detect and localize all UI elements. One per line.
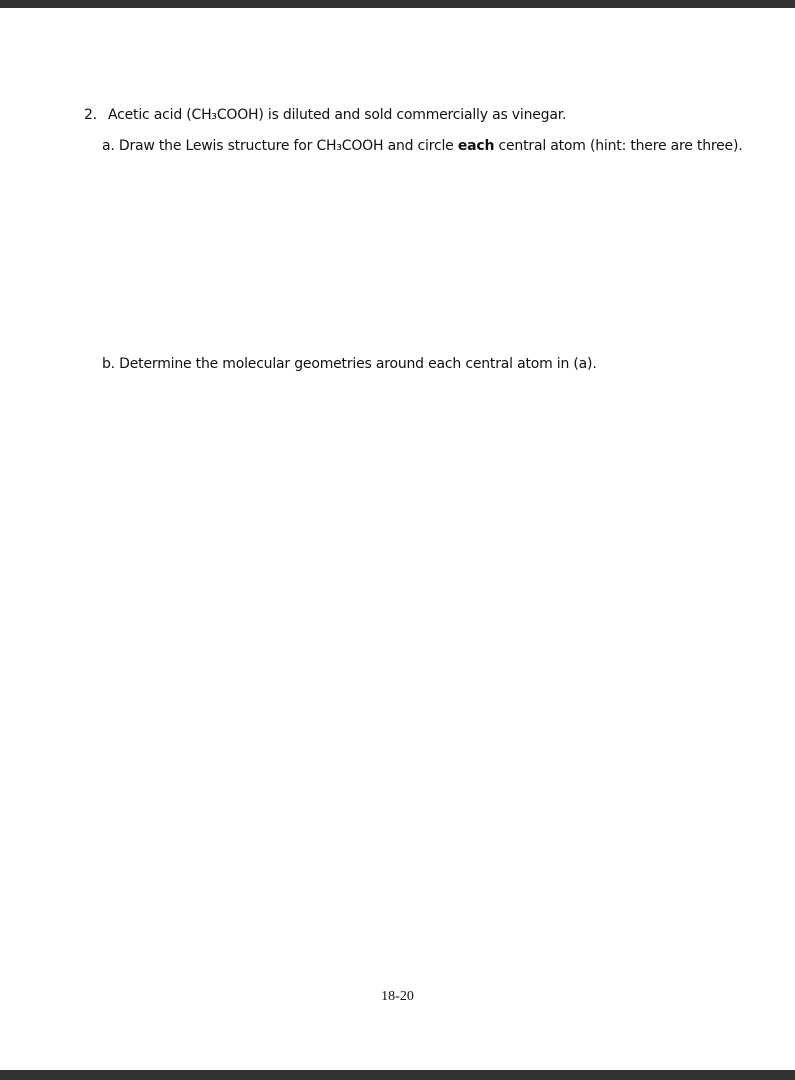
part-a-prefix: a. Draw the Lewis structure for CH₃COOH and circle — [102, 138, 458, 154]
question-text: Acetic acid (CH₃COOH) is diluted and sold commercially as vinegar. — [108, 107, 567, 123]
part-a-suffix: central atom (hint: there are three). — [494, 138, 743, 154]
question-part-b — [102, 355, 597, 373]
question-part-a — [102, 137, 742, 155]
viewer-top-bar — [0, 0, 795, 8]
question-number: 2. — [84, 107, 97, 123]
page-number: 18-20 — [381, 989, 414, 1004]
part-a-emphasis: each — [457, 138, 495, 154]
part-b-text: b. Determine the molecular geometries around each central atom in (a). — [102, 356, 597, 372]
question-2 — [84, 106, 566, 124]
document-page — [0, 8, 795, 1070]
viewer-bottom-bar — [0, 1070, 795, 1080]
